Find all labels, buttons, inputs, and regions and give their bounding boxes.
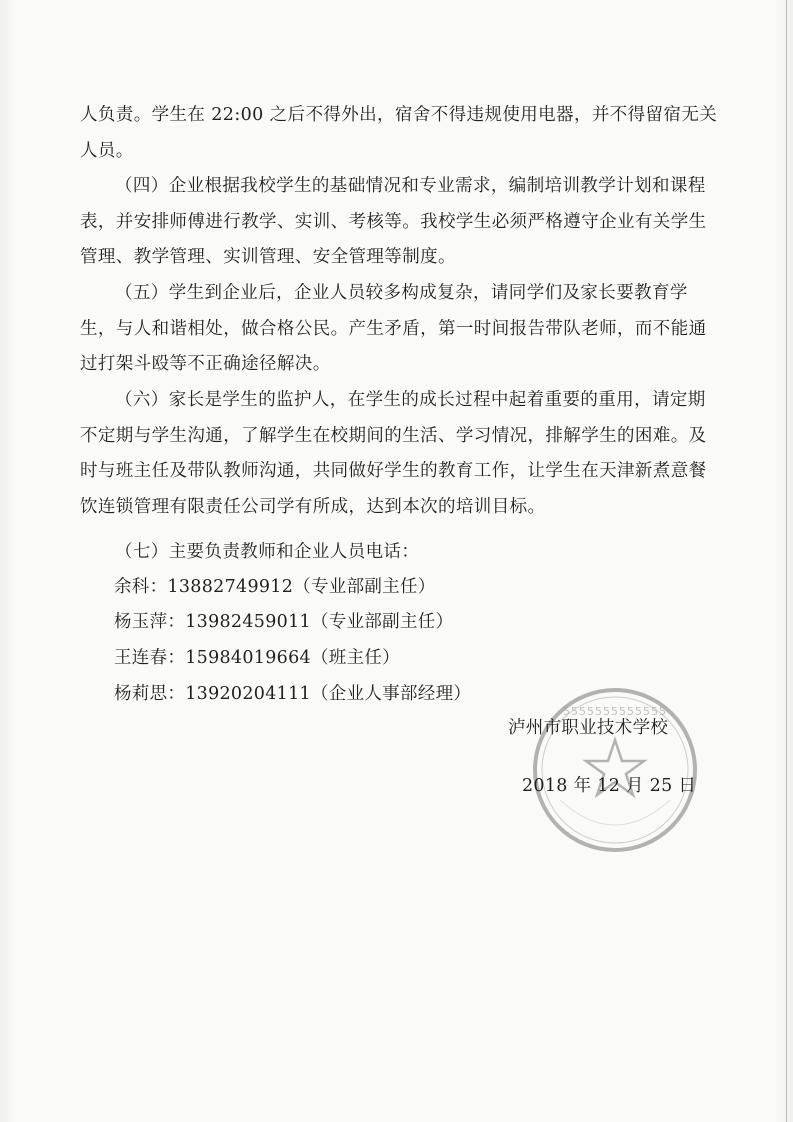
contact-line: 王连春：15984019664（班主任） — [114, 648, 400, 668]
signature-organization: 泸州市职业技术学校 — [508, 718, 669, 738]
signature-date: 2018 年 12 月 25 日 — [522, 776, 697, 796]
contact-line: 杨莉思：13920204111（企业人事部经理） — [114, 684, 472, 704]
paragraph-continued: 人负责。学生在 22:00 之后不得外出，宿舍不得违规使用电器，并不得留宿无关人员。 — [80, 105, 718, 161]
paragraph-6: （六）家长是学生的监护人，在学生的成长过程中起着重要的重用，请定期不定期与学生沟通，了解学生在校期间的生活、学习情况，排解学生的困难。及时与班主任及带队教师沟通，共同做好学生的教育工作，让学生在天津新煮意餐饮连锁管理有限责任公司学有所成，达到本次的培训目标。 — [80, 390, 707, 517]
scan-edge — [786, 0, 787, 1122]
contact-line: 余科：13882749912（专业部副主任） — [114, 577, 436, 597]
official-seal — [530, 685, 700, 855]
paragraph-7: （七）主要负责教师和企业人员电话： — [115, 542, 420, 562]
paragraph-5: （五）学生到企业后，企业人员较多构成复杂，请同学们及家长要教育学生，与人和谐相处，做合格公民。产生矛盾，第一时间报告带队老师，而不能通过打架斗殴等不正确途径解决。 — [80, 283, 707, 375]
contact-line: 杨玉萍：13982459011（专业部副主任） — [114, 612, 454, 632]
svg-text:5555555555555: 5555555555555 — [563, 705, 667, 718]
paragraph-4: （四）企业根据我校学生的基础情况和专业需求，编制培训教学计划和课程表，并安排师傅进行教学、实训、考核等。我校学生必须严格遵守企业有关学生管理、教学管理、实训管理、安全管理等制度。 — [80, 176, 707, 268]
